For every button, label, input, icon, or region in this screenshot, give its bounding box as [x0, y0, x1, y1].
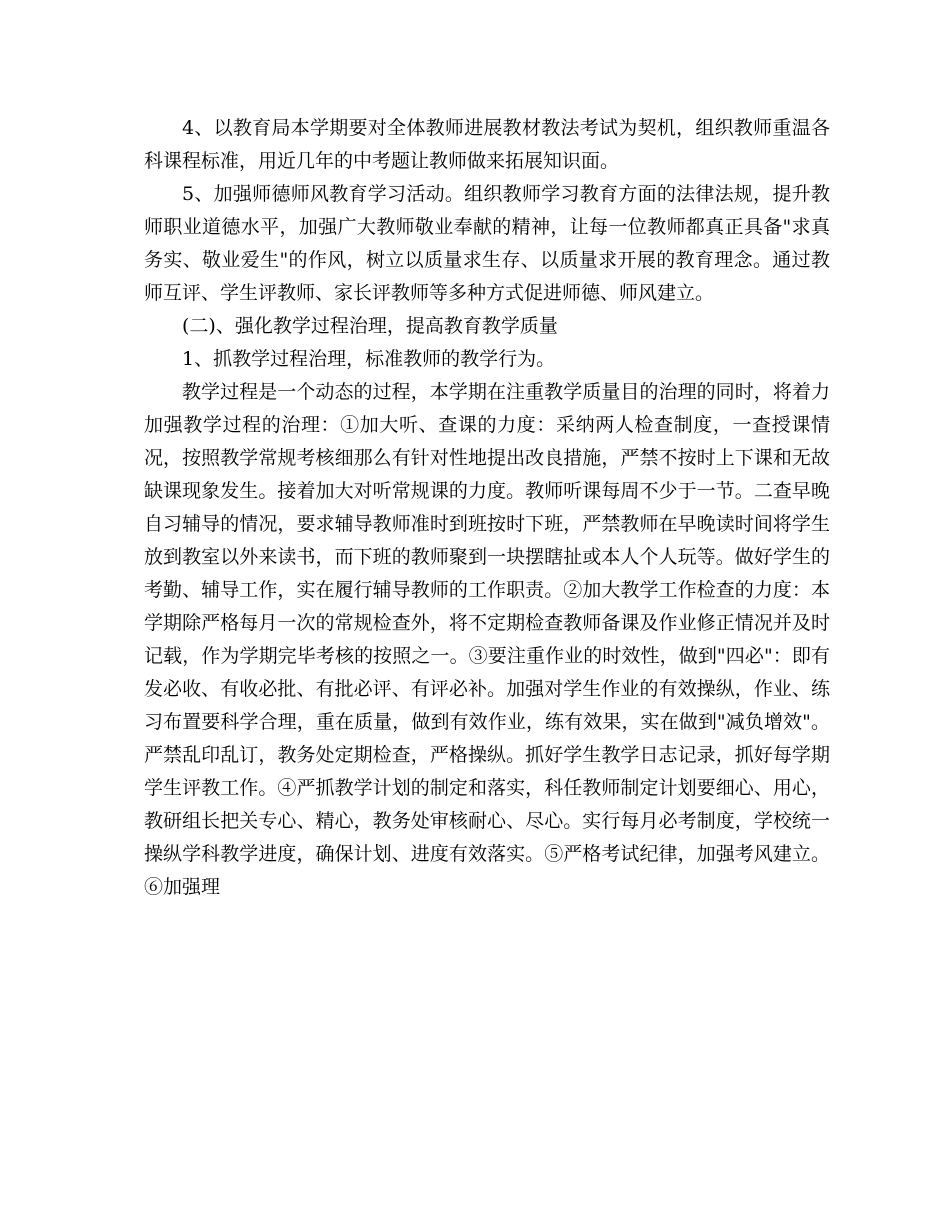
paragraph-item-1: 1、抓教学过程治理，标准教师的教学行为。 [182, 348, 556, 370]
section-heading: (二)、强化教学过程治理，提高教育教学质量 [182, 315, 558, 337]
paragraph-item-4: 4、以教育局本学期要对全体教师进展教材教法考试为契机，组织教师重温各科课程标准，用近几年的中考题让教师做来拓展知识面。 [144, 117, 830, 172]
body-paragraph: 教学过程是一个动态的过程，本学期在注重教学质量目的治理的同时，将着力加强教学过程的治理：①加大听、查课的力度：采纳两人检查制度，一查授课情况，按照教学常规考核细那么有针对性地提出改良措施，严禁不按时上下课和无故缺课现象发生。接着加大对听常规课的力度。教师听课每周不少于一节。二查早晚自习辅导的情况，要求辅导教师准时到班按时下班，严禁教师在早晚读时间将学生放到教室以外来读书，而下班的教师聚到一块摆瞎扯或本人个人玩等。做好学生的考勤、辅导工作，实在履行辅导教师的工作职责。②加大教学工作检查的力度：本学期除严格每月一次的常规检查外，将不定期检查教师备课及作业修正情况并及时记载，作为学期完毕考核的按照之一。③要注重作业的时效性，做到"四必"：即有发必收、有收必批、有批必评、有评必补。加强对学生作业的有效操纵，作业、练习布置要科学合理，重在质量，做到有效作业，练有效果，实在做到"减负增效"。严禁乱印乱订，教务处定期检查，严格操纵。抓好学生教学日志记录，抓好每学期学生评教工作。④严抓教学计划的制定和落实，科任教师制定计划要细心、用心，教研组长把关专心、精心，教务处审核耐心、尽心。实行每月必考制度，学校统一操纵学科教学进度，确保计划、进度有效落实。⑤严格考试纪律，加强考风建立。⑥加强理 [144, 381, 830, 898]
paragraph-item-5: 5、加强师德师风教育学习活动。组织教师学习教育方面的法律法规，提升教师职业道德水平，加强广大教师敬业奉献的精神，让每一位教师都真正具备"求真务实、敬业爱生"的作风，树立以质量求生存、以质量求开展的教育理念。通过教师互评、学生评教师、家长评教师等多种方式促进师德、师风建立。 [144, 183, 830, 304]
document-page [144, 112, 830, 904]
